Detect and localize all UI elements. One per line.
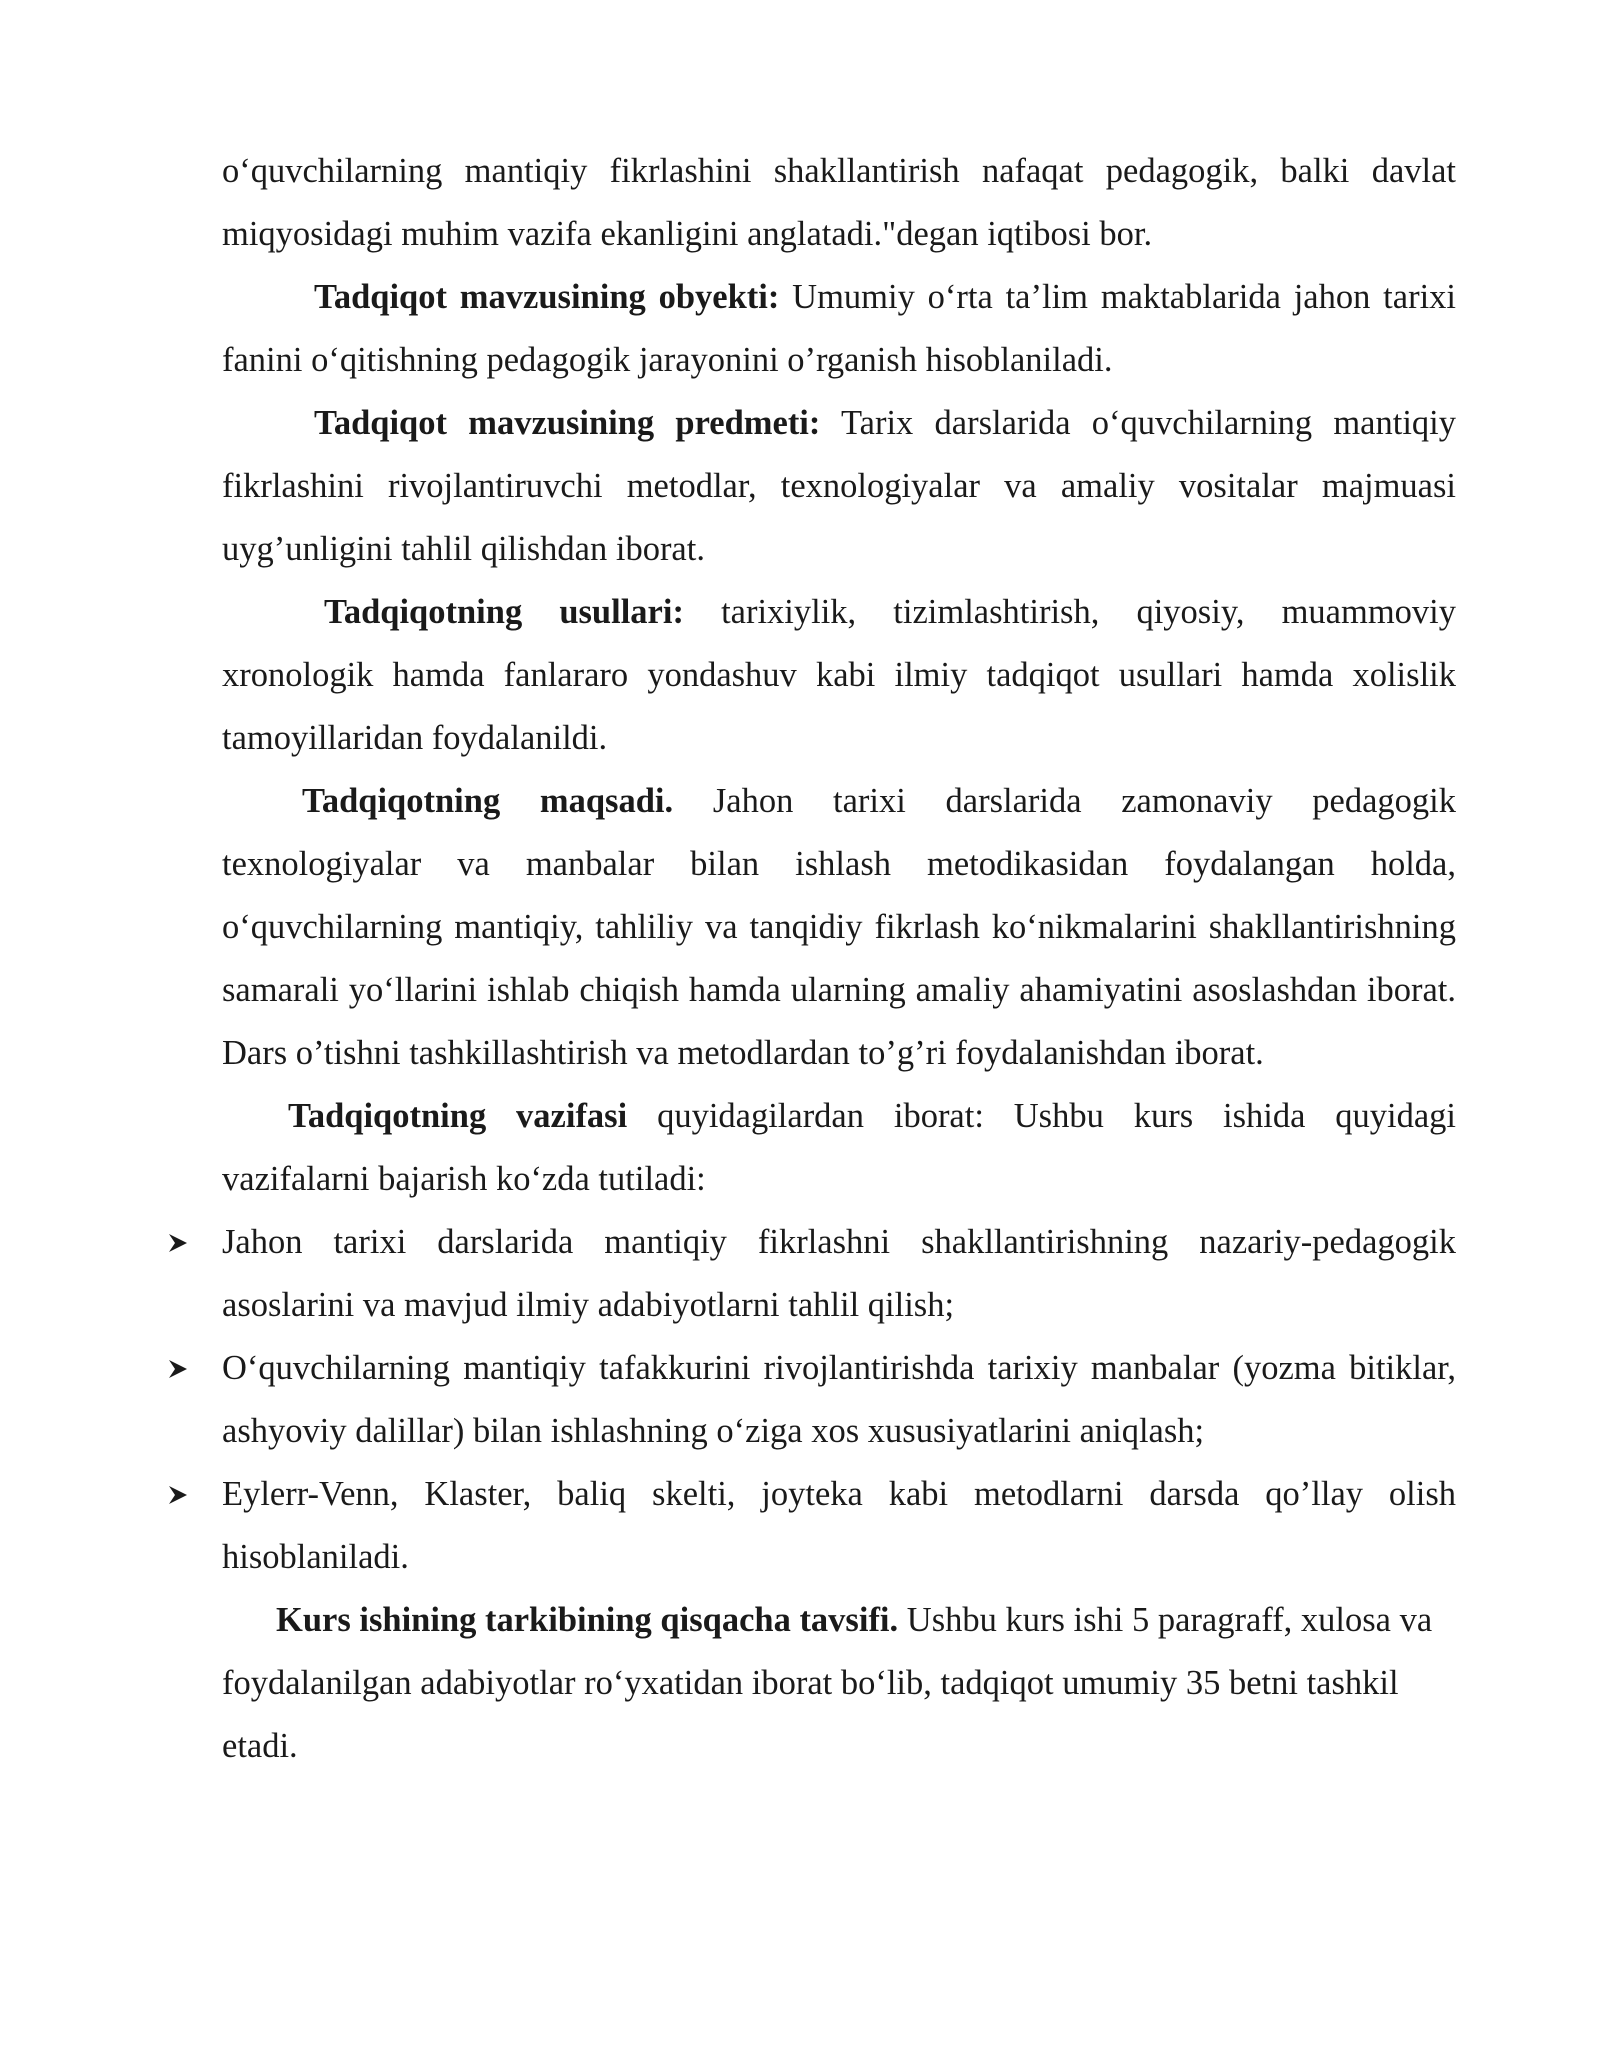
list-item [222,1463,1456,1589]
structure-text: Ushbu kurs ishi 5 paragraff, xulosa va foydalanilgan adabiyotlar ro‘yxatidan iborat bo‘lib, tadqiqot umumiy 35 betni tashkil etadi. [222,1601,1433,1765]
subject-paragraph [222,392,1456,581]
goal-text: Jahon tarixi darslarida zamonaviy pedagogik texnologiyalar va manbalar bilan ishlash metodikasidan foydalangan holda, o‘quvchilarning mantiqiy, tahliliy va tanqidiy fikrlash ko‘nikmalarini shakllantirishning samarali yo‘llarini ishlab chiqish hamda ularning amaliy ahamiyatini asoslashdan iborat. Dars o’tishni tashkillashtirish va metodlardan to’g’ri foydalanishdan iborat. [222,782,1456,1072]
arrowhead-bullet-icon [166,1337,196,1400]
methods-heading: Tadqiqotning usullari: [324,593,684,631]
tasks-heading: Tadqiqotning vazifasi [288,1097,628,1135]
methods-paragraph [222,581,1456,770]
methods-text: tarixiylik, tizimlashtirish, qiyosiy, muammoviy xronologik hamda fanlararo yondashuv kabi ilmiy tadqiqot usullari hamda xolislik tamoyillaridan foydalanildi. [222,593,1456,757]
goal-heading: Tadqiqotning maqsadi. [302,782,674,820]
structure-paragraph [222,1589,1456,1778]
goal-paragraph [222,770,1456,1085]
subject-heading: Tadqiqot mavzusining predmeti: [314,404,821,442]
subject-text: Tarix darslarida o‘quvchilarning mantiqiy fikrlashini rivojlantiruvchi metodlar, texnologiyalar va amaliy vositalar majmuasi uyg’unligini tahlil qilishdan iborat. [222,404,1456,568]
intro-continuation-paragraph: o‘quvchilarning mantiqiy fikrlashini shakllantirish nafaqat pedagogik, balki davlat miqyosidagi muhim vazifa ekanligini anglatadi."degan iqtibosi bor. [222,152,1456,253]
tasks-list [222,1211,1456,1589]
list-item [222,1211,1456,1337]
object-heading: Tadqiqot mavzusining obyekti: [314,278,780,316]
tasks-text: quyidagilardan iborat: Ushbu kurs ishida quyidagi vazifalarni bajarish ko‘zda tutiladi: [222,1097,1456,1198]
list-item-text: Eylerr-Venn, Klaster, baliq skelti, joyteka kabi metodlarni darsda qo’llay olish hisoblaniladi. [222,1475,1456,1576]
structure-heading: Kurs ishining tarkibining qisqacha tavsifi. [276,1601,899,1639]
list-item [222,1337,1456,1463]
object-text: Umumiy o‘rta ta’lim maktablarida jahon tarixi fanini o‘qitishning pedagogik jarayonini o’rganish hisoblaniladi. [222,278,1456,379]
document-page [222,140,1456,1778]
object-paragraph [222,266,1456,392]
list-item-text: O‘quvchilarning mantiqiy tafakkurini rivojlantirishda tarixiy manbalar (yozma bitiklar, ashyoviy dalillar) bilan ishlashning o‘ziga xos xususiyatlarini aniqlash; [222,1349,1456,1450]
arrowhead-bullet-icon [166,1211,196,1274]
tasks-paragraph [222,1085,1456,1211]
list-item-text: Jahon tarixi darslarida mantiqiy fikrlashni shakllantirishning nazariy-pedagogik asoslarini va mavjud ilmiy adabiyotlarni tahlil qilish; [222,1223,1456,1324]
arrowhead-bullet-icon [166,1463,196,1526]
